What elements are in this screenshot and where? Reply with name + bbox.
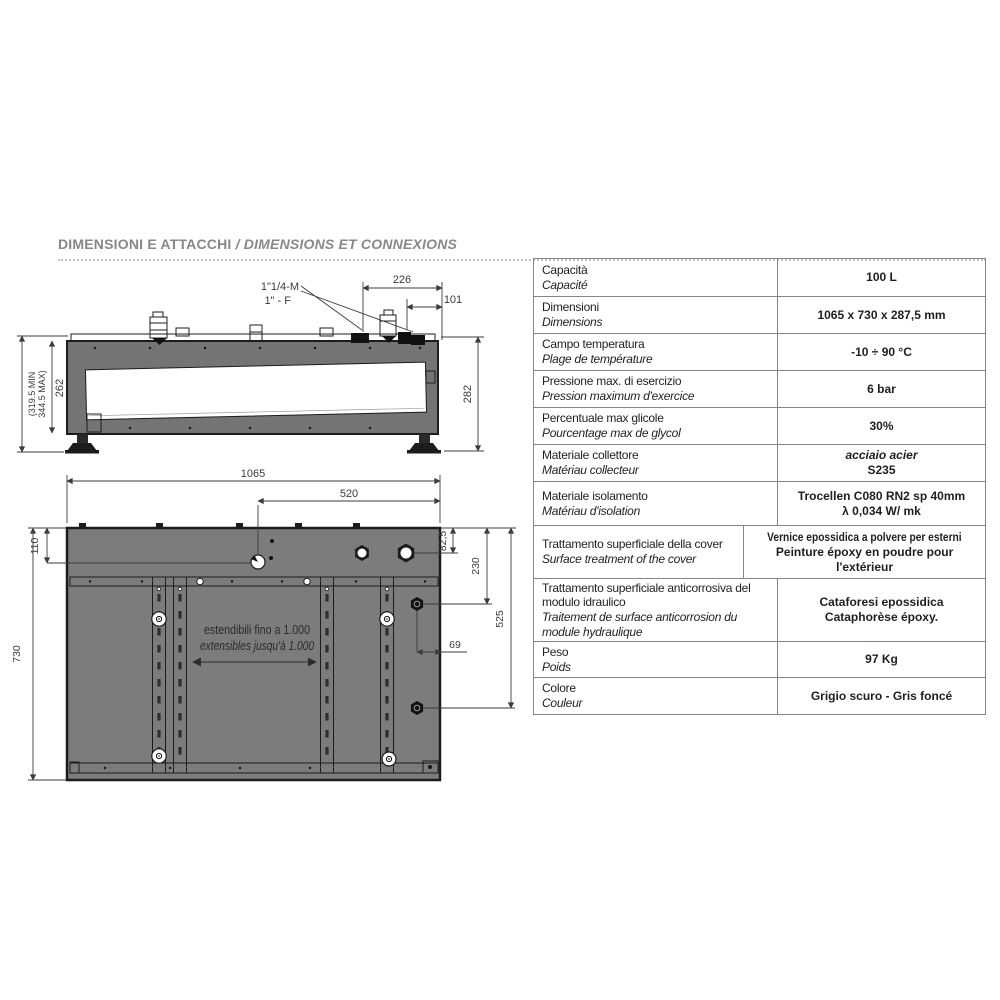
spec-row-cover-treatment: [534, 526, 985, 579]
fitting-small-1: [176, 328, 189, 336]
row-label-fr: Dimensions: [542, 315, 603, 329]
row-label-it: Campo temperatura: [542, 337, 645, 352]
spec-row-max-pressure: [534, 371, 985, 408]
spec-row-anticorrosion-treatment: [534, 579, 985, 642]
left-foot: [65, 434, 99, 454]
dim-82-label: 82,5: [437, 530, 449, 552]
connection-female-a: [398, 332, 411, 344]
row-label-fr: Couleur: [542, 696, 583, 710]
dim-69-label: 69: [449, 639, 461, 651]
section-title-fr: DIMENSIONS ET CONNEXIONS: [243, 236, 458, 252]
row-label-it: Peso: [542, 644, 569, 659]
dim-520-label: 520: [339, 488, 359, 500]
title-separator: /: [231, 236, 244, 252]
dim-1065-label: 1065: [240, 468, 266, 480]
row-value: Cataforesi epossidica Cataphorèse époxy.: [819, 595, 944, 624]
row-label-fr: Plage de température: [542, 352, 653, 366]
section-title-it: DIMENSIONI E ATTACCHI: [58, 236, 232, 252]
dim-525-label: 525: [494, 610, 506, 628]
row-value: Vernice epossidica a polvere per esterni Peinture époxy en poudre pour l'extérieur: [767, 529, 962, 574]
spec-row-color: [534, 678, 985, 714]
connection-female-b: [411, 335, 425, 345]
right-foot: [407, 434, 441, 454]
row-label-fr: Pourcentage max de glycol: [542, 426, 681, 440]
dim-230-label: 230: [470, 557, 482, 575]
panel-dot-1: [270, 539, 274, 543]
row-label-it: Percentuale max glicole: [542, 411, 664, 426]
row-label-fr: Capacité: [542, 277, 588, 292]
spec-table: [533, 258, 986, 715]
row-value: acciaio acier S235: [845, 448, 918, 477]
connection-male: [351, 333, 369, 343]
spec-row-weight: [534, 642, 985, 678]
extensible-note-fr: extensibles jusqu'à 1.000: [200, 639, 315, 653]
row-label-it: Colore: [542, 681, 576, 696]
extensible-note-it: estendibili fino a 1.000: [204, 623, 311, 637]
row-label-it: Pressione max. di esercizio: [542, 374, 682, 389]
fitting-small-2: [320, 328, 333, 336]
spec-row-capacity: [534, 259, 985, 297]
top-view: [67, 523, 440, 780]
dim-height-min-label: (319.5 MIN: [27, 371, 37, 417]
panel-dot-2: [269, 556, 273, 560]
row-label-fr: Traitement de surface anticorrosion du module hydraulique: [542, 610, 738, 639]
row-label-it: Trattamento superficiale della cover: [542, 537, 723, 552]
dim-height-max-label: 344.5 MAX): [37, 370, 47, 418]
spec-row-dimensions: [534, 297, 985, 334]
row-value: 30%: [869, 418, 894, 433]
connection-size-label-1: 1"1/4-M: [260, 281, 299, 293]
row-label-fr: Surface treatment of the cover: [542, 552, 696, 566]
spec-row-max-glycol: [534, 408, 985, 445]
spec-row-temperature-range: [534, 334, 985, 371]
row-label-fr: Pression maximum d'exercice: [542, 389, 695, 403]
row-label-it: Capacità: [542, 262, 588, 277]
drain-hole: [251, 555, 265, 569]
row-value: Trocellen C080 RN2 sp 40mm λ 0,034 W/ mk: [797, 488, 966, 518]
row-value: 6 bar: [867, 381, 896, 396]
side-view: [65, 310, 441, 454]
dim-226-label: 226: [392, 274, 412, 286]
fitting-mid: [250, 325, 262, 341]
dim-101-label: 101: [443, 294, 463, 306]
row-value: 1065 x 730 x 287,5 mm: [817, 307, 946, 322]
row-value: 100 L: [866, 270, 897, 284]
side-inner-panel: [85, 362, 426, 420]
spec-row-collector-material: [534, 445, 985, 482]
row-label-fr: Poids: [542, 659, 571, 674]
row-label-it: Trattamento superficiale anticorrosiva del modulo idraulico: [542, 580, 751, 610]
row-label-it: Dimensioni: [542, 300, 599, 315]
spec-row-insulation-material: [534, 482, 985, 526]
row-value: Grigio scuro - Gris foncé: [810, 688, 953, 703]
row-label-fr: Matériau d'isolation: [542, 503, 641, 518]
dim-730-label: 730: [11, 645, 23, 663]
row-label-it: Materiale isolamento: [542, 488, 648, 503]
row-value: -10 ÷ 90 °C: [851, 344, 912, 359]
dim-110-label: 110: [29, 537, 41, 555]
dim-262-label: 262: [54, 378, 66, 398]
pump-valve-right: [380, 310, 396, 343]
row-label-fr: Matériau collecteur: [542, 463, 639, 477]
dim-282-label: 282: [462, 384, 474, 404]
row-value: 97 Kg: [865, 652, 898, 666]
connection-size-label-2: 1" - F: [264, 295, 291, 307]
row-label-it: Materiale collettore: [542, 448, 639, 463]
